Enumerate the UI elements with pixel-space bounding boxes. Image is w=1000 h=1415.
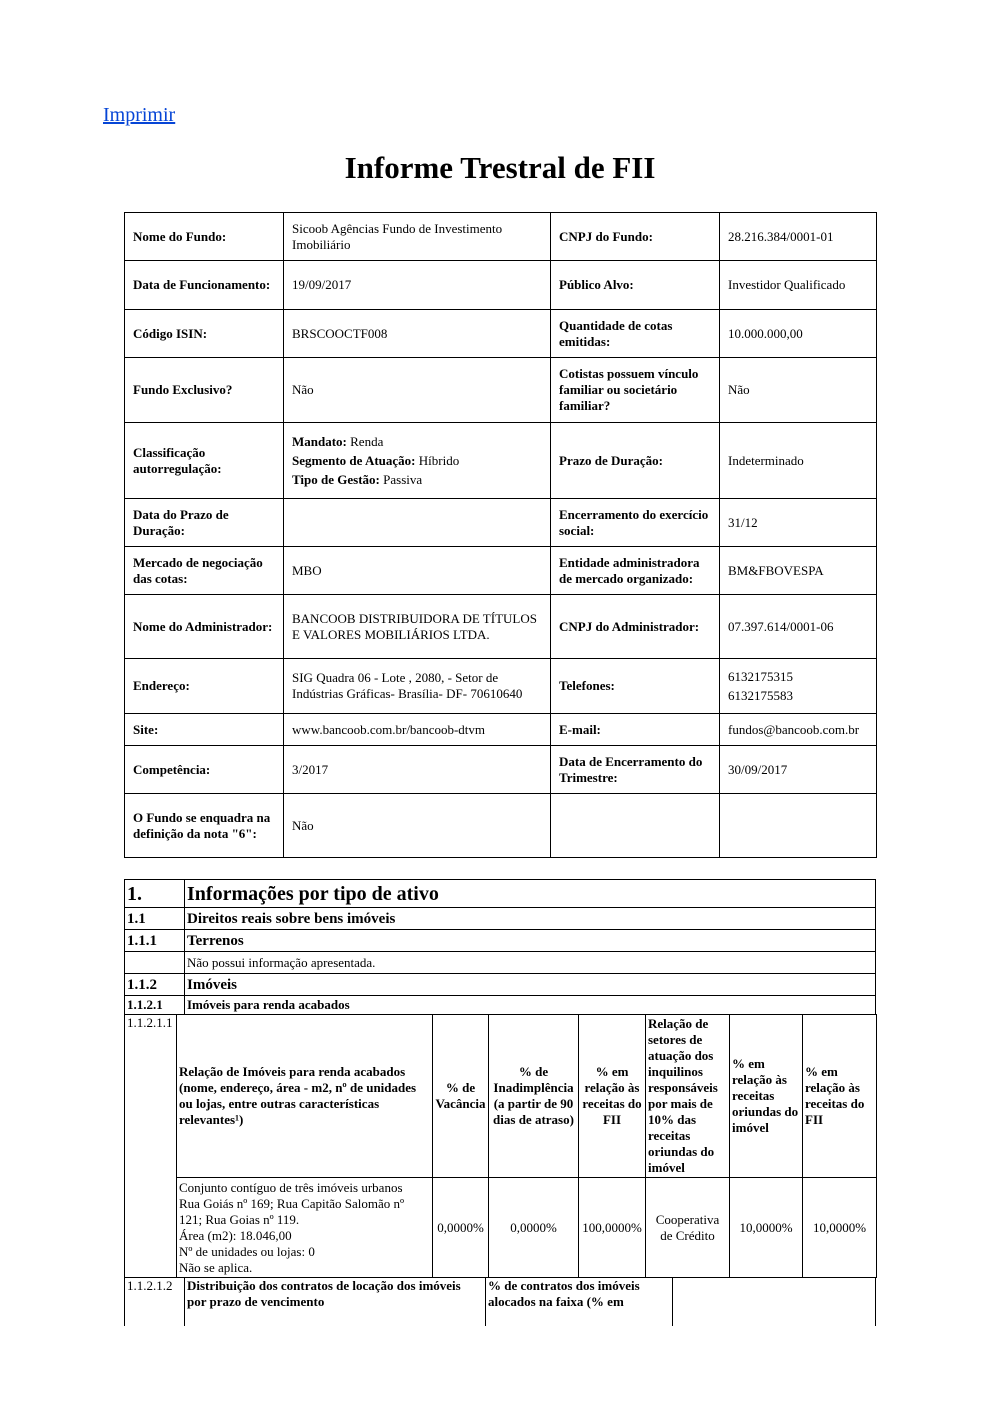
classification-line bbox=[292, 453, 542, 469]
column-header: Relação de Imóveis para renda acabados (nome, endereço, área - m2, nº de unidades ou lojas, entre outras características relevantes¹) bbox=[177, 1015, 433, 1178]
info-row bbox=[125, 499, 877, 547]
field-value: BANCOOB DISTRIBUIDORA DE TÍTULOS E VALORES MOBILIÁRIOS LTDA. bbox=[284, 595, 551, 659]
page-title: Informe Trestral de FII bbox=[344, 150, 656, 185]
field-label: Código ISIN: bbox=[125, 310, 284, 358]
info-row bbox=[125, 659, 877, 714]
desc-line: Nº de unidades ou lojas: 0 bbox=[179, 1243, 315, 1259]
classification-key: Mandato: bbox=[292, 433, 347, 449]
receitas-imovel-value: 10,0000% bbox=[730, 1178, 803, 1278]
column-header: Relação de setores de atuação dos inquilinos responsáveis por mais de 10% das receitas oriundas do imóvel bbox=[646, 1015, 730, 1178]
section-title: Terrenos bbox=[185, 930, 876, 952]
field-label: Nome do Administrador: bbox=[125, 595, 284, 659]
field-value: 19/09/2017 bbox=[284, 261, 551, 310]
section-number: 1.1.2 bbox=[125, 974, 185, 996]
field-value: BM&FBOVESPA bbox=[720, 547, 877, 595]
classification-value bbox=[284, 423, 551, 499]
phones-value bbox=[720, 659, 877, 714]
section-title: Distribuição dos contratos de locação dos imóveis por prazo de vencimento bbox=[185, 1278, 486, 1326]
field-label: Público Alvo: bbox=[551, 261, 720, 310]
phone-number: 6132175315 bbox=[728, 668, 793, 684]
column-header: % em relação às receitas oriundas do imóvel bbox=[730, 1015, 803, 1178]
field-label: Cotistas possuem vínculo familiar ou societário familiar? bbox=[551, 358, 720, 423]
setor-value: Cooperativa de Crédito bbox=[646, 1178, 730, 1278]
classification-val: Renda bbox=[346, 433, 384, 449]
section-title: Imóveis para renda acabados bbox=[185, 996, 876, 1015]
desc-line: Conjunto contíguo de três imóveis urbanos bbox=[179, 1179, 403, 1195]
field-label: Telefones: bbox=[551, 659, 720, 714]
field-label: Site: bbox=[125, 714, 284, 746]
field-value: MBO bbox=[284, 547, 551, 595]
field-label: Fundo Exclusivo? bbox=[125, 358, 284, 423]
field-value: 30/09/2017 bbox=[720, 746, 877, 794]
column-header: % em relação às receitas do FII bbox=[803, 1015, 877, 1178]
field-value: BRSCOOCTF008 bbox=[284, 310, 551, 358]
field-value: 10.000.000,00 bbox=[720, 310, 877, 358]
desc-line: Rua Goiás nº 169; Rua Capitão Salomão nº 121; Rua Goias nº 119. bbox=[179, 1195, 405, 1227]
field-label: Classificação autorregulação: bbox=[125, 423, 284, 499]
section-number: 1.1.1 bbox=[125, 930, 185, 952]
field-value: Não bbox=[284, 358, 551, 423]
phone-number: 6132175583 bbox=[728, 687, 793, 703]
info-row bbox=[125, 547, 877, 595]
field-value: Não bbox=[284, 794, 551, 858]
field-label: Competência: bbox=[125, 746, 284, 794]
receitas-fii-value: 100,0000% bbox=[579, 1178, 646, 1278]
field-label: Prazo de Duração: bbox=[551, 423, 720, 499]
field-label: Quantidade de cotas emitidas: bbox=[551, 310, 720, 358]
field-value: Não bbox=[720, 358, 877, 423]
properties-table bbox=[124, 1014, 877, 1278]
section-number: 1.1.2.1.1 bbox=[125, 1015, 177, 1278]
classification-key: Tipo de Gestão: bbox=[292, 471, 380, 487]
fund-info-table bbox=[124, 212, 877, 858]
field-label: O Fundo se enquadra na definição da nota "6": bbox=[125, 794, 284, 858]
column-header: % de contratos dos imóveis alocados na faixa (% em bbox=[486, 1278, 673, 1326]
column-header: % em relação às receitas do FII bbox=[579, 1015, 646, 1178]
field-label: CNPJ do Administrador: bbox=[551, 595, 720, 659]
classification-line bbox=[292, 434, 542, 450]
info-row bbox=[125, 714, 877, 746]
desc-line: Não se aplica. bbox=[179, 1259, 253, 1275]
section-number: 1.1.2.1 bbox=[125, 996, 185, 1015]
field-label: E-mail: bbox=[551, 714, 720, 746]
property-description bbox=[177, 1178, 433, 1278]
field-label: Entidade administradora de mercado organizado: bbox=[551, 547, 720, 595]
info-row bbox=[125, 213, 877, 261]
field-label: Nome do Fundo: bbox=[125, 213, 284, 261]
section-number: 1.1.2.1.2 bbox=[125, 1278, 185, 1326]
print-link[interactable]: Imprimir bbox=[103, 104, 176, 126]
vacancia-value: 0,0000% bbox=[433, 1178, 489, 1278]
classification-val: Passiva bbox=[379, 471, 423, 487]
field-value: SIG Quadra 06 - Lote , 2080, - Setor de Indústrias Gráficas- Brasília- DF- 70610640 bbox=[284, 659, 551, 714]
section-number: 1. bbox=[125, 880, 185, 908]
section-headers-table bbox=[124, 879, 876, 1015]
receitas-fii2-value: 10,0000% bbox=[803, 1178, 877, 1278]
no-info-note: Não possui informação apresentada. bbox=[185, 952, 876, 974]
section-number: 1.1 bbox=[125, 908, 185, 930]
field-value: 07.397.614/0001-06 bbox=[720, 595, 877, 659]
info-row bbox=[125, 310, 877, 358]
field-value: www.bancoob.com.br/bancoob-dtvm bbox=[284, 714, 551, 746]
inadimplencia-value: 0,0000% bbox=[489, 1178, 579, 1278]
field-value bbox=[284, 499, 551, 547]
column-header: % de Vacância bbox=[433, 1015, 489, 1178]
field-label: Data de Funcionamento: bbox=[125, 261, 284, 310]
info-row bbox=[125, 261, 877, 310]
field-value: 28.216.384/0001-01 bbox=[720, 213, 877, 261]
field-label: Endereço: bbox=[125, 659, 284, 714]
table-row bbox=[125, 1178, 877, 1278]
section-title: Imóveis bbox=[185, 974, 876, 996]
section-title: Direitos reais sobre bens imóveis bbox=[185, 908, 876, 930]
desc-line: Área (m2): 18.046,00 bbox=[179, 1227, 292, 1243]
classification-key: Segmento de Atuação: bbox=[292, 452, 416, 468]
contracts-table bbox=[124, 1277, 876, 1326]
classification-val: Híbrido bbox=[415, 452, 460, 468]
field-value: fundos@bancoob.com.br bbox=[720, 714, 877, 746]
field-label: Data de Encerramento do Trimestre: bbox=[551, 746, 720, 794]
field-value: Indeterminado bbox=[720, 423, 877, 499]
info-row bbox=[125, 423, 877, 499]
field-label bbox=[551, 794, 720, 858]
info-row bbox=[125, 794, 877, 858]
field-value: Investidor Qualificado bbox=[720, 261, 877, 310]
column-header: % de Inadimplência (a partir de 90 dias de atraso) bbox=[489, 1015, 579, 1178]
field-label: CNPJ do Fundo: bbox=[551, 213, 720, 261]
info-row bbox=[125, 746, 877, 794]
field-value: 3/2017 bbox=[284, 746, 551, 794]
field-value: Sicoob Agências Fundo de Investimento Imobiliário bbox=[284, 213, 551, 261]
field-label: Encerramento do exercício social: bbox=[551, 499, 720, 547]
field-value bbox=[720, 794, 877, 858]
field-value: 31/12 bbox=[720, 499, 877, 547]
info-row bbox=[125, 358, 877, 423]
info-row bbox=[125, 595, 877, 659]
classification-line bbox=[292, 472, 542, 488]
field-label: Data do Prazo de Duração: bbox=[125, 499, 284, 547]
section-title: Informações por tipo de ativo bbox=[185, 880, 876, 908]
field-label: Mercado de negociação das cotas: bbox=[125, 547, 284, 595]
